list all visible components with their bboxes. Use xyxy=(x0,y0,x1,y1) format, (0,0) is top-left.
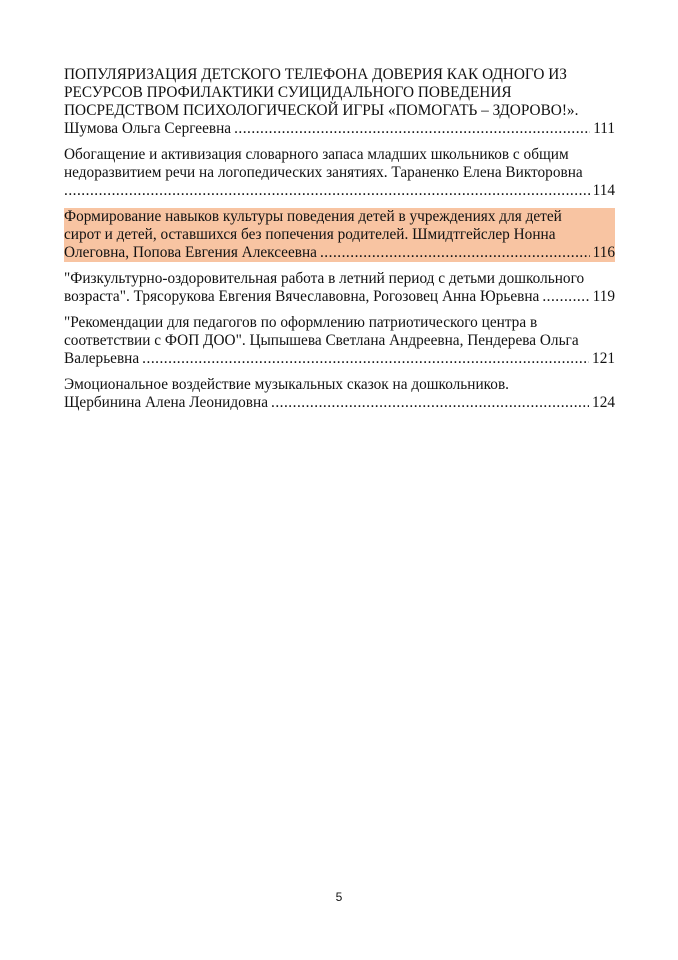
toc-entry-text-line: Обогащение и активизация словарного запаса младших школьников с общим xyxy=(64,146,569,163)
toc-leader-dots xyxy=(320,244,590,262)
toc-entry[interactable] xyxy=(64,314,615,368)
toc-leader-dots xyxy=(234,120,590,138)
toc-page-number: 124 xyxy=(592,394,615,411)
toc-entry-last-line xyxy=(64,120,615,138)
toc-entry-authors: Валерьевна xyxy=(64,350,140,367)
toc-entry[interactable] xyxy=(64,146,615,200)
toc-entry-text-line: недоразвитием речи на логопедических занятиях. Тараненко Елена Викторовна xyxy=(64,164,583,181)
toc-entry-text-line: Формирование навыков культуры поведения детей в учреждениях для детей xyxy=(64,208,615,226)
toc-entry[interactable] xyxy=(64,66,615,138)
toc-entry-last-line xyxy=(64,350,615,368)
toc-entry-authors: Щербинина Алена Леонидовна xyxy=(64,394,268,411)
toc-entry-text-line: "Физкультурно-оздоровительная работа в летний период с детьми дошкольного xyxy=(64,270,585,287)
toc-page-number: 119 xyxy=(592,288,615,305)
toc-leader-dots xyxy=(271,394,589,412)
toc-leader-dots xyxy=(64,182,590,200)
toc-entry[interactable] xyxy=(64,376,615,412)
toc-page-number: 111 xyxy=(593,120,615,137)
toc-leader-dots xyxy=(542,288,589,306)
toc-entry-last-line xyxy=(64,182,615,200)
toc-leader-dots xyxy=(142,350,589,368)
toc-entry-text-line: РЕСУРСОВ ПРОФИЛАКТИКИ СУИЦИДАЛЬНОГО ПОВЕДЕНИЯ xyxy=(64,84,512,101)
page-number-footer: 5 xyxy=(335,890,343,904)
toc-entry-highlighted[interactable] xyxy=(64,208,615,262)
toc-entry-text-line: соответствии с ФОП ДОО". Цыпышева Светлана Андреевна, Пендерева Ольга xyxy=(64,332,579,349)
toc-entry-text-line: Эмоциональное воздействие музыкальных сказок на дошкольников. xyxy=(64,376,509,393)
toc-entry-text-line: ПОСРЕДСТВОМ ПСИХОЛОГИЧЕСКОЙ ИГРЫ «ПОМОГАТЬ – ЗДОРОВО!». xyxy=(64,102,579,119)
toc-entry-text-line: сирот и детей, оставшихся без попечения родителей. Шмидтгейслер Нонна xyxy=(64,226,615,244)
toc-entry[interactable] xyxy=(64,270,615,306)
toc-page-number: 116 xyxy=(592,244,615,261)
table-of-contents xyxy=(64,66,615,420)
toc-entry-authors: Олеговна, Попова Евгения Алексеевна xyxy=(64,244,317,261)
toc-page-number: 121 xyxy=(592,350,615,367)
toc-entry-last-line xyxy=(64,244,615,262)
toc-entry-last-line xyxy=(64,394,615,412)
toc-entry-authors: Шумова Ольга Сергеевна xyxy=(64,120,232,137)
toc-entry-authors: возраста". Трясорукова Евгения Вячеславовна, Рогозовец Анна Юрьевна xyxy=(64,288,540,305)
toc-entry-text-line: ПОПУЛЯРИЗАЦИЯ ДЕТСКОГО ТЕЛЕФОНА ДОВЕРИЯ КАК ОДНОГО ИЗ xyxy=(64,66,567,83)
toc-entry-text-line: "Рекомендации для педагогов по оформлению патриотического центра в xyxy=(64,314,538,331)
toc-page-number: 114 xyxy=(592,182,615,199)
toc-entry-last-line xyxy=(64,288,615,306)
